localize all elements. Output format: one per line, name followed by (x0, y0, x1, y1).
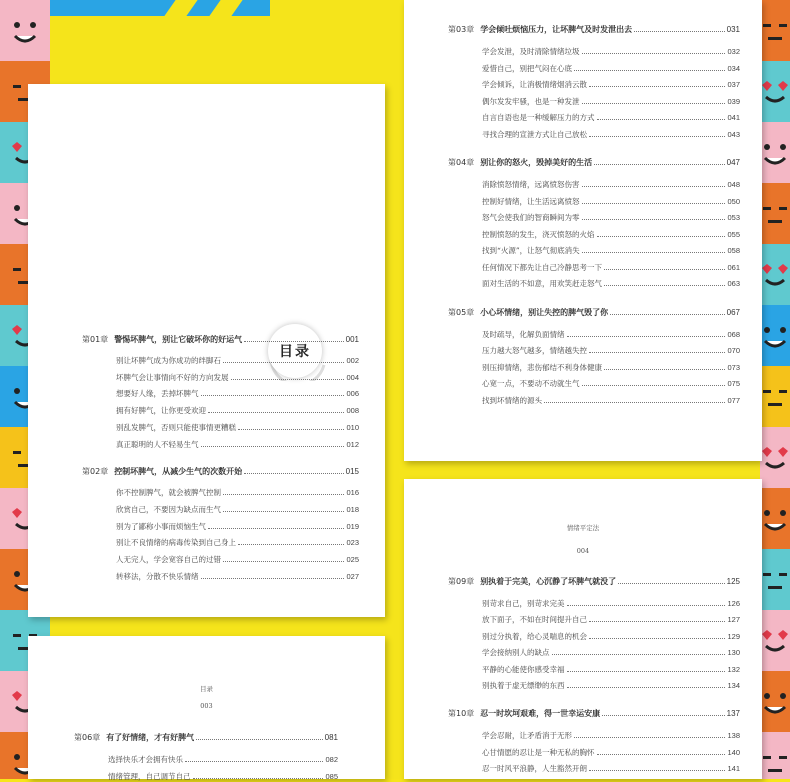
emoji-face-icon (760, 622, 790, 660)
item-page: 082 (325, 755, 338, 764)
item-page: 041 (727, 113, 740, 122)
item-title: 别让坏脾气成为你成功的绊脚石 (116, 356, 221, 365)
item-title: 选择快乐才会拥有快乐 (108, 755, 183, 764)
item-page: 019 (346, 521, 359, 531)
leader-dots (567, 687, 726, 688)
emoji-tile (760, 732, 790, 779)
emoji-tile (760, 183, 790, 244)
chapter-page: 137 (726, 709, 740, 719)
toc-item[interactable] (482, 79, 740, 90)
item-page: 012 (346, 439, 359, 449)
chapter-title: 警惕坏脾气，别让它破坏你的好运气 (114, 335, 243, 344)
emoji-tile (760, 61, 790, 122)
chapter-page: 125 (726, 577, 740, 586)
toc-item[interactable] (482, 763, 740, 774)
toc-chapter[interactable] (448, 576, 740, 587)
leader-dots (567, 605, 726, 606)
item-page: 002 (346, 356, 359, 365)
item-page: 073 (727, 362, 740, 372)
emoji-face-icon (760, 317, 790, 355)
item-title: 学会倾诉，让消极情绪烟消云散 (482, 80, 587, 89)
emoji-face-icon (6, 12, 44, 50)
toc-item[interactable] (482, 362, 740, 373)
leader-dots (589, 136, 725, 137)
leader-dots (231, 379, 345, 380)
item-title: 找到坏情绪的源头 (482, 395, 542, 405)
chapter-number: 第01章 (82, 335, 109, 344)
item-page: 055 (727, 229, 740, 239)
toc-page-3 (404, 479, 762, 779)
item-title: 及时疏导，化解负面情绪 (482, 329, 565, 339)
leader-dots (208, 412, 344, 413)
leader-dots (193, 778, 324, 779)
item-title: 偶尔发发牢骚，也是一种发泄 (482, 96, 580, 106)
leader-dots (597, 754, 726, 755)
toc-item[interactable] (482, 179, 740, 190)
item-page: 023 (346, 538, 359, 548)
leader-dots (201, 446, 345, 447)
toc-item[interactable] (482, 631, 740, 642)
item-page: 130 (727, 648, 740, 658)
item-title: 欣赏自己，不要因为缺点而生气 (116, 504, 221, 514)
item-title: 任何情况下都先让自己冷静思考一下 (482, 262, 602, 272)
item-title: 自言自语也是一种缓解压力的方式 (482, 113, 595, 122)
item-title: 别执着于虚无缥缈的东西 (482, 681, 565, 690)
toc-item[interactable] (116, 405, 359, 416)
leader-dots (597, 236, 726, 237)
leader-dots (582, 252, 726, 253)
toc-chapter[interactable] (82, 334, 359, 345)
emoji-face-icon (760, 378, 790, 416)
chapter-title: 控制坏脾气，从减少生气的次数开始 (114, 467, 243, 477)
toc-item[interactable] (116, 521, 359, 532)
leader-dots (589, 770, 725, 771)
item-title: 爱惜自己，别把气闷在心底 (482, 63, 572, 73)
item-page: 018 (346, 504, 359, 514)
item-title: 别为了鄙称小事而烦恼生气 (116, 521, 206, 531)
chapter-title: 忍一时坎坷艰难，得一世幸运安康 (480, 709, 601, 719)
toc-item[interactable] (482, 345, 740, 356)
leader-dots (574, 70, 725, 71)
toc-item[interactable] (482, 730, 740, 741)
item-page: 129 (727, 631, 740, 641)
leader-dots (201, 395, 345, 396)
toc-item[interactable] (482, 614, 740, 625)
toc-item[interactable] (116, 439, 359, 450)
toc-item[interactable] (116, 554, 359, 565)
leader-dots (582, 203, 726, 204)
leader-dots (582, 385, 726, 386)
emoji-tile (0, 0, 50, 61)
item-title: 怒气会使我们的智商瞬间为零 (482, 213, 580, 222)
chapter-title: 有了好情绪，才有好脾气 (106, 733, 195, 742)
top-banner (40, 0, 270, 16)
toc-title-badge (268, 324, 348, 378)
toc-item[interactable] (116, 372, 359, 383)
leader-dots (223, 362, 344, 363)
toc-item[interactable] (482, 378, 740, 389)
item-title: 放下面子，不如在时间提升自己 (482, 615, 587, 625)
emoji-tile (760, 427, 790, 488)
leader-dots (244, 473, 343, 474)
leader-dots (594, 164, 724, 165)
toc-title: 目录 (268, 324, 322, 378)
chapter-page: 081 (324, 733, 338, 742)
item-page: 132 (727, 664, 740, 674)
toc-item[interactable] (482, 129, 740, 140)
item-title: 人无完人，学会宽容自己的过错 (116, 555, 221, 564)
item-page: 027 (346, 571, 359, 581)
toc-chapter[interactable] (448, 24, 740, 35)
item-title: 别让不良情绪的病毒传染到自己身上 (116, 538, 236, 548)
item-page: 008 (346, 406, 359, 416)
leader-dots (610, 314, 724, 315)
leader-dots (604, 285, 725, 286)
item-title: 真正聪明的人不轻易生气 (116, 439, 199, 449)
toc-chapter[interactable] (448, 157, 740, 168)
leader-dots (589, 621, 725, 622)
leader-dots (604, 269, 725, 270)
emoji-face-icon (760, 134, 790, 172)
page-number: 004 (576, 547, 590, 555)
page-number: 003 (200, 702, 213, 710)
leader-dots (223, 511, 344, 512)
item-title: 找到“火源”，让怒气彻底消失 (482, 246, 580, 255)
chapter-page: 067 (726, 307, 740, 317)
chapter-title: 别执着于完美，心沉静了坏脾气就没了 (480, 577, 617, 586)
chapter-page: 047 (726, 158, 740, 167)
toc-page-2 (404, 0, 762, 461)
item-page: 034 (727, 63, 740, 73)
chapter-title: 学会倾吐烦恼压力，让坏脾气及时发泄出去 (480, 25, 633, 34)
leader-dots (223, 561, 344, 562)
item-page: 126 (727, 599, 740, 608)
emoji-face-icon (760, 500, 790, 538)
emoji-face-icon (760, 683, 790, 721)
leader-dots (544, 402, 725, 403)
item-page: 127 (727, 615, 740, 625)
leader-dots (589, 638, 725, 639)
item-page: 053 (727, 213, 740, 222)
emoji-tile (760, 122, 790, 183)
item-page: 037 (727, 80, 740, 89)
toc-item[interactable] (482, 262, 740, 273)
toc-item[interactable] (482, 647, 740, 658)
leader-dots (582, 219, 726, 220)
item-title: 你不控制脾气，就会被脾气控制 (116, 488, 221, 498)
toc-chapter[interactable] (82, 466, 359, 477)
chapter-number: 第05章 (448, 307, 475, 317)
chapter-title: 小心坏情绪，别让失控的脾气毁了你 (480, 307, 609, 317)
leader-dots (582, 53, 726, 54)
item-title: 想要好人缘，丢掉坏脾气 (116, 389, 199, 399)
emoji-tile (760, 549, 790, 610)
toc-item[interactable] (108, 771, 338, 782)
item-page: 134 (727, 681, 740, 690)
item-page: 058 (727, 246, 740, 255)
running-header: 目录 (200, 685, 213, 693)
leader-dots (238, 544, 344, 545)
leader-dots (244, 341, 343, 342)
item-page: 039 (727, 96, 740, 106)
leader-dots (201, 578, 345, 579)
chapter-number: 第10章 (448, 709, 475, 719)
toc-item[interactable] (116, 355, 359, 366)
emoji-face-icon (760, 439, 790, 477)
item-page: 061 (727, 262, 740, 272)
item-title: 忍一时风平浪静，人生豁然开朗 (482, 764, 587, 774)
item-page: 075 (727, 379, 740, 388)
toc-item[interactable] (482, 46, 740, 57)
chapter-number: 第04章 (448, 158, 475, 167)
leader-dots (634, 31, 724, 32)
emoji-tile (760, 0, 790, 61)
toc-item[interactable] (482, 212, 740, 223)
toc-item[interactable] (482, 278, 740, 289)
item-page: 063 (727, 279, 740, 288)
emoji-tile (760, 610, 790, 671)
leader-dots (574, 737, 725, 738)
item-title: 平静的心能使你感受幸福 (482, 664, 565, 674)
toc-item[interactable] (482, 664, 740, 675)
toc-item[interactable] (482, 747, 740, 758)
item-page: 077 (727, 395, 740, 405)
toc-item[interactable] (482, 598, 740, 609)
emoji-strip-right (760, 0, 790, 779)
item-page: 140 (727, 747, 740, 757)
item-page: 006 (346, 389, 359, 399)
chapter-number: 第02章 (82, 467, 109, 477)
toc-chapter[interactable] (74, 732, 338, 743)
item-title: 学会忍耐，让矛盾消于无形 (482, 731, 572, 741)
item-page: 032 (727, 47, 740, 56)
item-title: 心宽一点，不要动不动就生气 (482, 379, 580, 388)
item-title: 寻找合理的宣泄方式让自己放松 (482, 129, 587, 139)
leader-dots (196, 739, 322, 740)
item-title: 别乱发脾气，否则只能使事情更糟糕 (116, 422, 236, 432)
leader-dots (567, 336, 726, 337)
emoji-tile (760, 488, 790, 549)
chapter-page: 001 (345, 335, 359, 344)
emoji-tile (760, 366, 790, 427)
toc-item[interactable] (116, 422, 359, 433)
emoji-face-icon (760, 561, 790, 599)
toc-item[interactable] (116, 388, 359, 399)
item-title: 坏脾气会让事情向不好的方向发展 (116, 372, 229, 382)
toc-item[interactable] (482, 245, 740, 256)
emoji-face-icon (760, 744, 790, 780)
chapter-number: 第09章 (448, 577, 475, 586)
emoji-face-icon (760, 256, 790, 294)
item-page: 004 (346, 372, 359, 382)
toc-page-1 (28, 84, 385, 617)
item-page: 141 (727, 764, 740, 774)
item-page: 043 (727, 129, 740, 139)
item-title: 消除愤怒情绪，远离愤怒伤害 (482, 180, 580, 189)
emoji-face-icon (760, 73, 790, 111)
toc-item[interactable] (482, 112, 740, 123)
toc-item[interactable] (482, 96, 740, 107)
item-page: 010 (346, 422, 359, 432)
chapter-number: 第06章 (74, 733, 101, 742)
running-header: 情绪平定法 (566, 524, 600, 532)
item-title: 面对生活的不如意，用欢笑赶走怒气 (482, 279, 602, 288)
item-page: 025 (346, 555, 359, 564)
toc-item[interactable] (482, 680, 740, 691)
emoji-tile (760, 244, 790, 305)
emoji-face-icon (760, 195, 790, 233)
leader-dots (582, 103, 726, 104)
toc-item[interactable] (482, 196, 740, 207)
item-page: 138 (727, 731, 740, 741)
item-title: 学会发泄，及时清除情绪垃圾 (482, 47, 580, 56)
leader-dots (597, 119, 726, 120)
toc-chapter[interactable] (448, 307, 740, 318)
item-page: 068 (727, 329, 740, 339)
emoji-face-icon (760, 12, 790, 50)
item-title: 控制愤怒的发生，浇灭愤怒的火焰 (482, 229, 595, 239)
emoji-tile (760, 671, 790, 732)
item-title: 别苛求自己，别苛求完美 (482, 599, 565, 608)
item-page: 050 (727, 196, 740, 206)
toc-page-4 (28, 636, 385, 779)
item-page: 048 (727, 180, 740, 189)
toc-item[interactable] (482, 63, 740, 74)
item-page: 085 (325, 771, 338, 781)
leader-dots (238, 429, 344, 430)
item-page: 070 (727, 346, 740, 355)
leader-dots (604, 369, 725, 370)
toc-item[interactable] (482, 395, 740, 406)
leader-dots (589, 352, 725, 353)
leader-dots (589, 86, 725, 87)
toc-item[interactable] (108, 754, 338, 765)
leader-dots (602, 715, 724, 716)
leader-dots (618, 583, 724, 584)
toc-item[interactable] (482, 229, 740, 240)
toc-item[interactable] (116, 504, 359, 515)
chapter-number: 第03章 (448, 25, 475, 34)
leader-dots (582, 186, 726, 187)
item-title: 别过分执着，给心灵喘息的机会 (482, 631, 587, 641)
item-page: 016 (346, 488, 359, 498)
chapter-page: 031 (726, 25, 740, 34)
leader-dots (208, 528, 344, 529)
item-title: 转移法，分散不快乐情绪 (116, 571, 199, 581)
toc-item[interactable] (116, 571, 359, 582)
chapter-title: 别让你的怒火，毁掉美好的生活 (480, 158, 593, 167)
item-title: 控制好情绪，让生活远离愤怒 (482, 196, 580, 206)
emoji-tile (760, 305, 790, 366)
leader-dots (552, 654, 726, 655)
toc-chapter[interactable] (448, 708, 740, 719)
item-title: 别压抑情绪，悲伤郁结不利身体健康 (482, 362, 602, 372)
item-title: 拥有好脾气，让你更受欢迎 (116, 406, 206, 416)
item-title: 心甘情愿的忍让是一种无私的胸怀 (482, 747, 595, 757)
toc-item[interactable] (116, 537, 359, 548)
leader-dots (223, 494, 344, 495)
item-title: 情绪管理，自己调节自己 (108, 771, 191, 781)
toc-item[interactable] (116, 487, 359, 498)
toc-item[interactable] (482, 329, 740, 340)
leader-dots (567, 671, 726, 672)
item-title: 学会接纳别人的缺点 (482, 648, 550, 658)
item-title: 压力越大怒气越多，情绪越失控 (482, 346, 587, 355)
leader-dots (185, 761, 323, 762)
chapter-page: 015 (345, 467, 359, 477)
